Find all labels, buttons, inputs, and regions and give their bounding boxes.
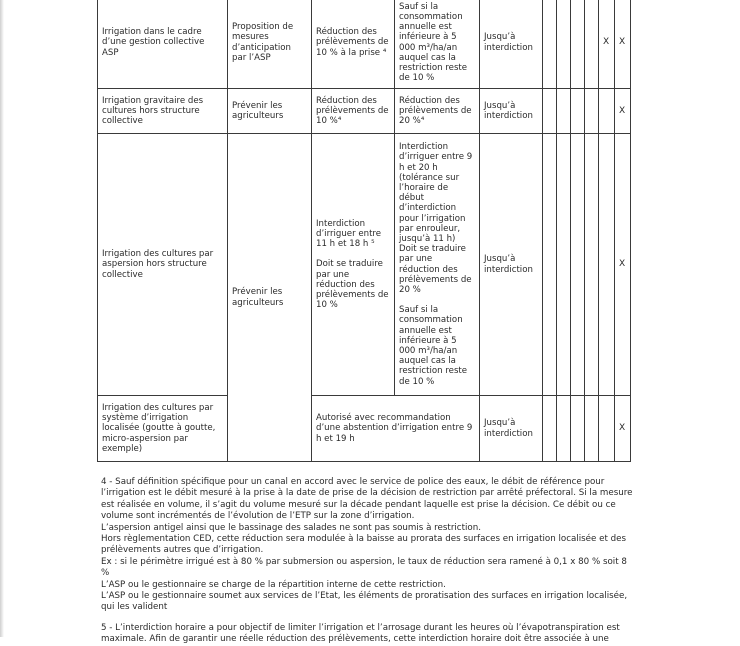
measure-cell: Sauf si la consommation annuelle est inférieure à 5 000 m³/ha/an auquel cas la restriction reste de 10 % <box>395 0 480 89</box>
measure-cell: Réduction des prélèvements de 10 %⁴ <box>312 89 395 134</box>
table-row <box>98 89 631 134</box>
measure-text: Sauf si la consommation annuelle est inférieure à 5 000 m³/ha/an auquel cas la restriction reste de 10 % <box>399 305 468 387</box>
level-mark-cell <box>599 396 615 462</box>
level-mark-cell <box>571 396 585 462</box>
table-row <box>98 396 631 462</box>
footnote-4-paragraph: L’ASP ou le gestionnaire soumet aux services de l’Etat, les éléments de proratisation des surfaces en irrigation localisée, qui les valident <box>101 591 628 613</box>
measure-cell: Réduction des prélèvements de 10 % à la prise ⁴ <box>312 0 395 89</box>
footnote-4-paragraph: L’ASP ou le gestionnaire se charge de la répartition interne de cette restriction. <box>101 579 446 590</box>
measure-text: Interdiction d’irriguer entre 9 h et 20 h (tolérance sur l’horaire de début d’interdiction pour l’irrigation par enrouleur, jusqu’à 11 h) Doit se traduire par une réduction des prélèvements de 20 % <box>399 142 473 295</box>
level-mark-cell <box>599 89 615 134</box>
objective-cell: Prévenir les agriculteurs <box>228 134 312 462</box>
level-mark-cell <box>557 89 571 134</box>
objective-cell: Proposition de mesures d’anticipation par l’ASP <box>228 0 312 89</box>
footnotes <box>101 477 637 646</box>
restriction-table <box>97 0 631 462</box>
level-mark-cell: X <box>615 134 631 396</box>
level-mark-cell: X <box>599 0 615 89</box>
level-mark-cell <box>571 0 585 89</box>
level-mark-cell: X <box>615 89 631 134</box>
level-mark-cell <box>543 134 557 396</box>
level-mark-cell <box>557 134 571 396</box>
level-mark-cell: X <box>615 396 631 462</box>
usage-cell: Irrigation dans le cadre d’une gestion collective ASP <box>98 0 228 89</box>
footnote-5-paragraph: 5 - L’interdiction horaire a pour objectif de limiter l’irrigation et l’arrosage durant les heures où l’évapotranspiration est maximale. Afin de garantir une réelle réduction des prélèvements, cette interdiction horaire doit être associée à une <box>101 622 620 645</box>
level-mark-cell <box>543 0 557 89</box>
measure-text: Interdiction d’irriguer entre 11 h et 18 h ⁵ <box>316 218 382 250</box>
measure-cell: Réduction des prélèvements de 20 %⁴ <box>395 89 480 134</box>
level-mark-cell: X <box>615 0 631 89</box>
level-mark-cell <box>585 0 599 89</box>
level-mark-cell <box>599 134 615 396</box>
duration-cell: Jusqu’à interdiction <box>480 0 543 89</box>
footnote-4-paragraph: L’aspersion antigel ainsi que le bassinage des salades ne sont pas soumis à restriction. <box>101 522 481 533</box>
footnote-4-paragraph: Ex : si le périmètre irrigué est à 80 % par submersion ou aspersion, le taux de réduction sera ramené à 0,1 x 80 % soit 8 % <box>101 556 627 579</box>
duration-cell: Jusqu’à interdiction <box>480 134 543 396</box>
measure-cell <box>395 134 480 396</box>
measure-cell: Autorisé avec recommandation d’une abstention d’irrigation entre 9 h et 19 h <box>312 396 480 462</box>
level-mark-cell <box>585 396 599 462</box>
duration-cell: Jusqu’à interdiction <box>480 396 543 462</box>
level-mark-cell <box>557 0 571 89</box>
level-mark-cell <box>571 134 585 396</box>
footnote-4-paragraph: 4 - Sauf définition spécifique pour un canal en accord avec le service de police des eaux, le débit de référence pour l’irrigation est le débit mesuré à la prise à la date de prise de la décision de restriction par arrêté préfectoral. Si la mesure est réalisée en volume, il s’agit du volume mesuré sur la décade pendant laquelle est prise la décision. Ce débit ou ce volume sont incrémentés de l’évolution de l’ETP sur la zone d’irrigation. <box>101 477 633 522</box>
level-mark-cell <box>557 396 571 462</box>
scan-edge-shadow <box>0 0 4 637</box>
level-mark-cell <box>543 396 557 462</box>
table-row <box>98 134 631 396</box>
usage-cell: Irrigation des cultures par aspersion hors structure collective <box>98 134 228 396</box>
duration-cell: Jusqu’à interdiction <box>480 89 543 134</box>
usage-cell: Irrigation des cultures par système d’irrigation localisée (goutte à goutte, micro-aspersion par exemple) <box>98 396 228 462</box>
usage-cell: Irrigation gravitaire des cultures hors structure collective <box>98 89 228 134</box>
measure-text: Doit se traduire par une réduction des prélèvements de 10 % <box>316 259 389 311</box>
level-mark-cell <box>571 89 585 134</box>
measure-cell <box>312 134 395 396</box>
level-mark-cell <box>585 134 599 396</box>
objective-cell: Prévenir les agriculteurs <box>228 89 312 134</box>
level-mark-cell <box>543 89 557 134</box>
level-mark-cell <box>585 89 599 134</box>
table-row <box>98 0 631 89</box>
footnote-4-paragraph: Hors règlementation CED, cette réduction sera modulée à la baisse au prorata des surfaces en irrigation localisée et des prélèvements autres que d’irrigation. <box>101 534 627 556</box>
